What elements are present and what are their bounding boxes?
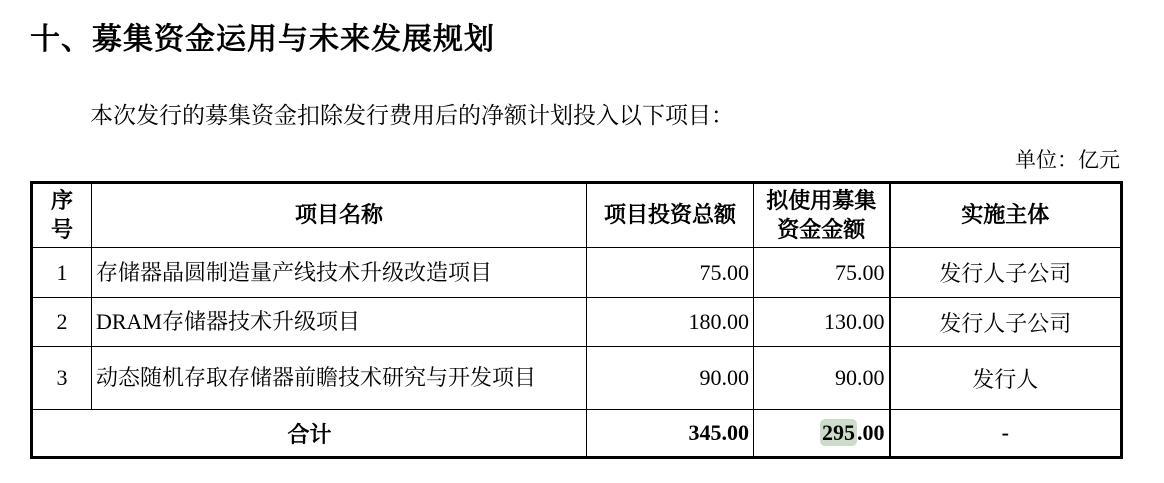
highlighted-value-suffix: .00 bbox=[857, 420, 885, 445]
row-entity: 发行人子公司 bbox=[890, 298, 1122, 347]
section-heading: 十、募集资金运用与未来发展规划 bbox=[30, 23, 495, 56]
row-no: 3 bbox=[32, 347, 92, 410]
row-no: 1 bbox=[32, 248, 92, 298]
total-entity: - bbox=[890, 410, 1122, 458]
row-total-investment: 75.00 bbox=[587, 248, 754, 298]
row-raised-funds: 90.00 bbox=[754, 347, 890, 410]
highlighted-value: 295 bbox=[822, 420, 855, 445]
row-no: 2 bbox=[32, 298, 92, 347]
row-entity: 发行人 bbox=[890, 347, 1122, 410]
row-project-name: DRAM存储器技术升级项目 bbox=[92, 298, 587, 347]
row-raised-funds: 75.00 bbox=[754, 248, 890, 298]
header-no: 序号 bbox=[32, 183, 92, 248]
header-total-investment: 项目投资总额 bbox=[587, 183, 754, 248]
total-label: 合计 bbox=[32, 410, 587, 458]
table-row bbox=[32, 347, 1122, 410]
row-total-investment: 90.00 bbox=[587, 347, 754, 410]
table-row bbox=[32, 248, 1122, 298]
row-raised-funds: 130.00 bbox=[754, 298, 890, 347]
row-project-name: 动态随机存取存储器前瞻技术研究与开发项目 bbox=[92, 347, 587, 410]
intro-paragraph: 本次发行的募集资金扣除发行费用后的净额计划投入以下项目： bbox=[90, 103, 734, 128]
header-raised-funds: 拟使用募集资金金额 bbox=[754, 183, 890, 248]
total-investment-sum: 345.00 bbox=[587, 410, 754, 458]
row-entity: 发行人子公司 bbox=[890, 248, 1122, 298]
table-total-row bbox=[32, 410, 1122, 458]
fund-use-table bbox=[30, 181, 1123, 459]
unit-note: 单位：亿元 bbox=[1015, 148, 1120, 172]
row-project-name: 存储器晶圆制造量产线技术升级改造项目 bbox=[92, 248, 587, 298]
total-raised-sum bbox=[754, 410, 890, 458]
header-entity: 实施主体 bbox=[890, 183, 1122, 248]
header-project-name: 项目名称 bbox=[92, 183, 587, 248]
table-header-row bbox=[32, 183, 1122, 248]
table-row bbox=[32, 298, 1122, 347]
row-total-investment: 180.00 bbox=[587, 298, 754, 347]
